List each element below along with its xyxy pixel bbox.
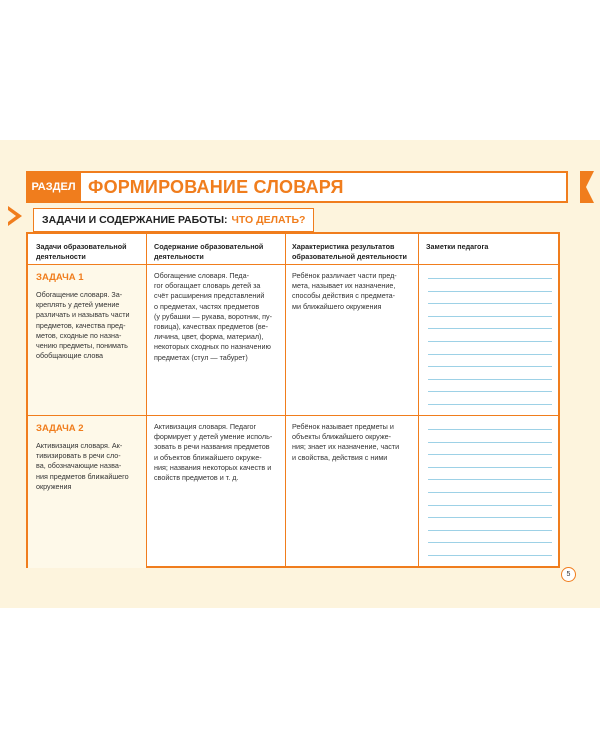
subheading-main: ЗАДАЧИ И СОДЕРЖАНИЕ РАБОТЫ: [42,214,228,226]
note-line [428,328,552,329]
note-line [428,354,552,355]
note-line [428,467,552,468]
row-divider [28,415,558,416]
note-line [428,366,552,367]
content-1-text: Обогащение словаря. Педа- гог обогащает словарь детей за счёт расширения представлений о предметах, частях предметов (у рубашки — рукава, воротник, пу- говица), качествах предметов (ве- личина, цвет, форма, материал), некоторых сходных по назначению предметах (стул — табурет) [154,271,273,362]
task-1-text: Обогащение словаря. За- креплять у детей умение различать и называть части предметов, качества пред- метов, сходные по назна- чению предметы, понимать обобщающие слова [36,290,130,361]
workbook-page [0,140,600,608]
subheading-accent: ЧТО ДЕЛАТЬ? [231,214,306,226]
note-line [428,517,552,518]
section-banner [26,171,568,203]
subheading [33,208,314,232]
task-table [26,232,560,568]
note-line [428,542,552,543]
task-2-title: ЗАДАЧА 2 [36,423,84,434]
header-task: Задачи образовательной деятельности [36,242,127,261]
header-notes: Заметки педагога [426,242,489,251]
note-line [428,492,552,493]
note-line [428,391,552,392]
arrow-marker-icon [8,206,22,231]
task-1-title: ЗАДАЧА 1 [36,272,84,283]
row-divider [28,264,558,265]
note-line [428,316,552,317]
note-line [428,429,552,430]
note-line [428,530,552,531]
note-line [428,379,552,380]
content-2-text: Активизация словаря. Педагог формирует у детей умение исполь- зовать в речи названия предметов и объектов ближайшего окруже- ния; названия некоторых качеств и свойств предметов и т. д. [154,422,273,483]
note-line [428,505,552,506]
page-number: 5 [561,567,576,582]
note-line [428,454,552,455]
note-line [428,291,552,292]
note-line [428,404,552,405]
column-divider [418,234,419,566]
note-line [428,278,552,279]
result-1-text: Ребёнок различает части пред- мета, называет их назначение, способы действия с предмета- ми ближайшего окружения [292,271,397,311]
column-divider [285,234,286,566]
note-line [428,341,552,342]
note-line [428,442,552,443]
section-title: ФОРМИРОВАНИЕ СЛОВАРЯ [88,176,344,197]
note-line [428,555,552,556]
result-2-text: Ребёнок называет предметы и объекты ближайшего окруже- ния; знает их назначение, части и свойства, действия с ними [292,422,400,462]
note-line [428,303,552,304]
header-content: Содержание образовательной деятельности [154,242,264,261]
header-result: Характеристика результатов образовательной деятельности [292,242,407,261]
section-tag: РАЗДЕЛ [26,171,81,203]
note-line [428,479,552,480]
task-2-text: Активизация словаря. Ак- тивизировать в речи сло- ва, обозначающие назва- ния предметов ближайшего окружения [36,441,129,491]
column-divider [146,234,147,566]
